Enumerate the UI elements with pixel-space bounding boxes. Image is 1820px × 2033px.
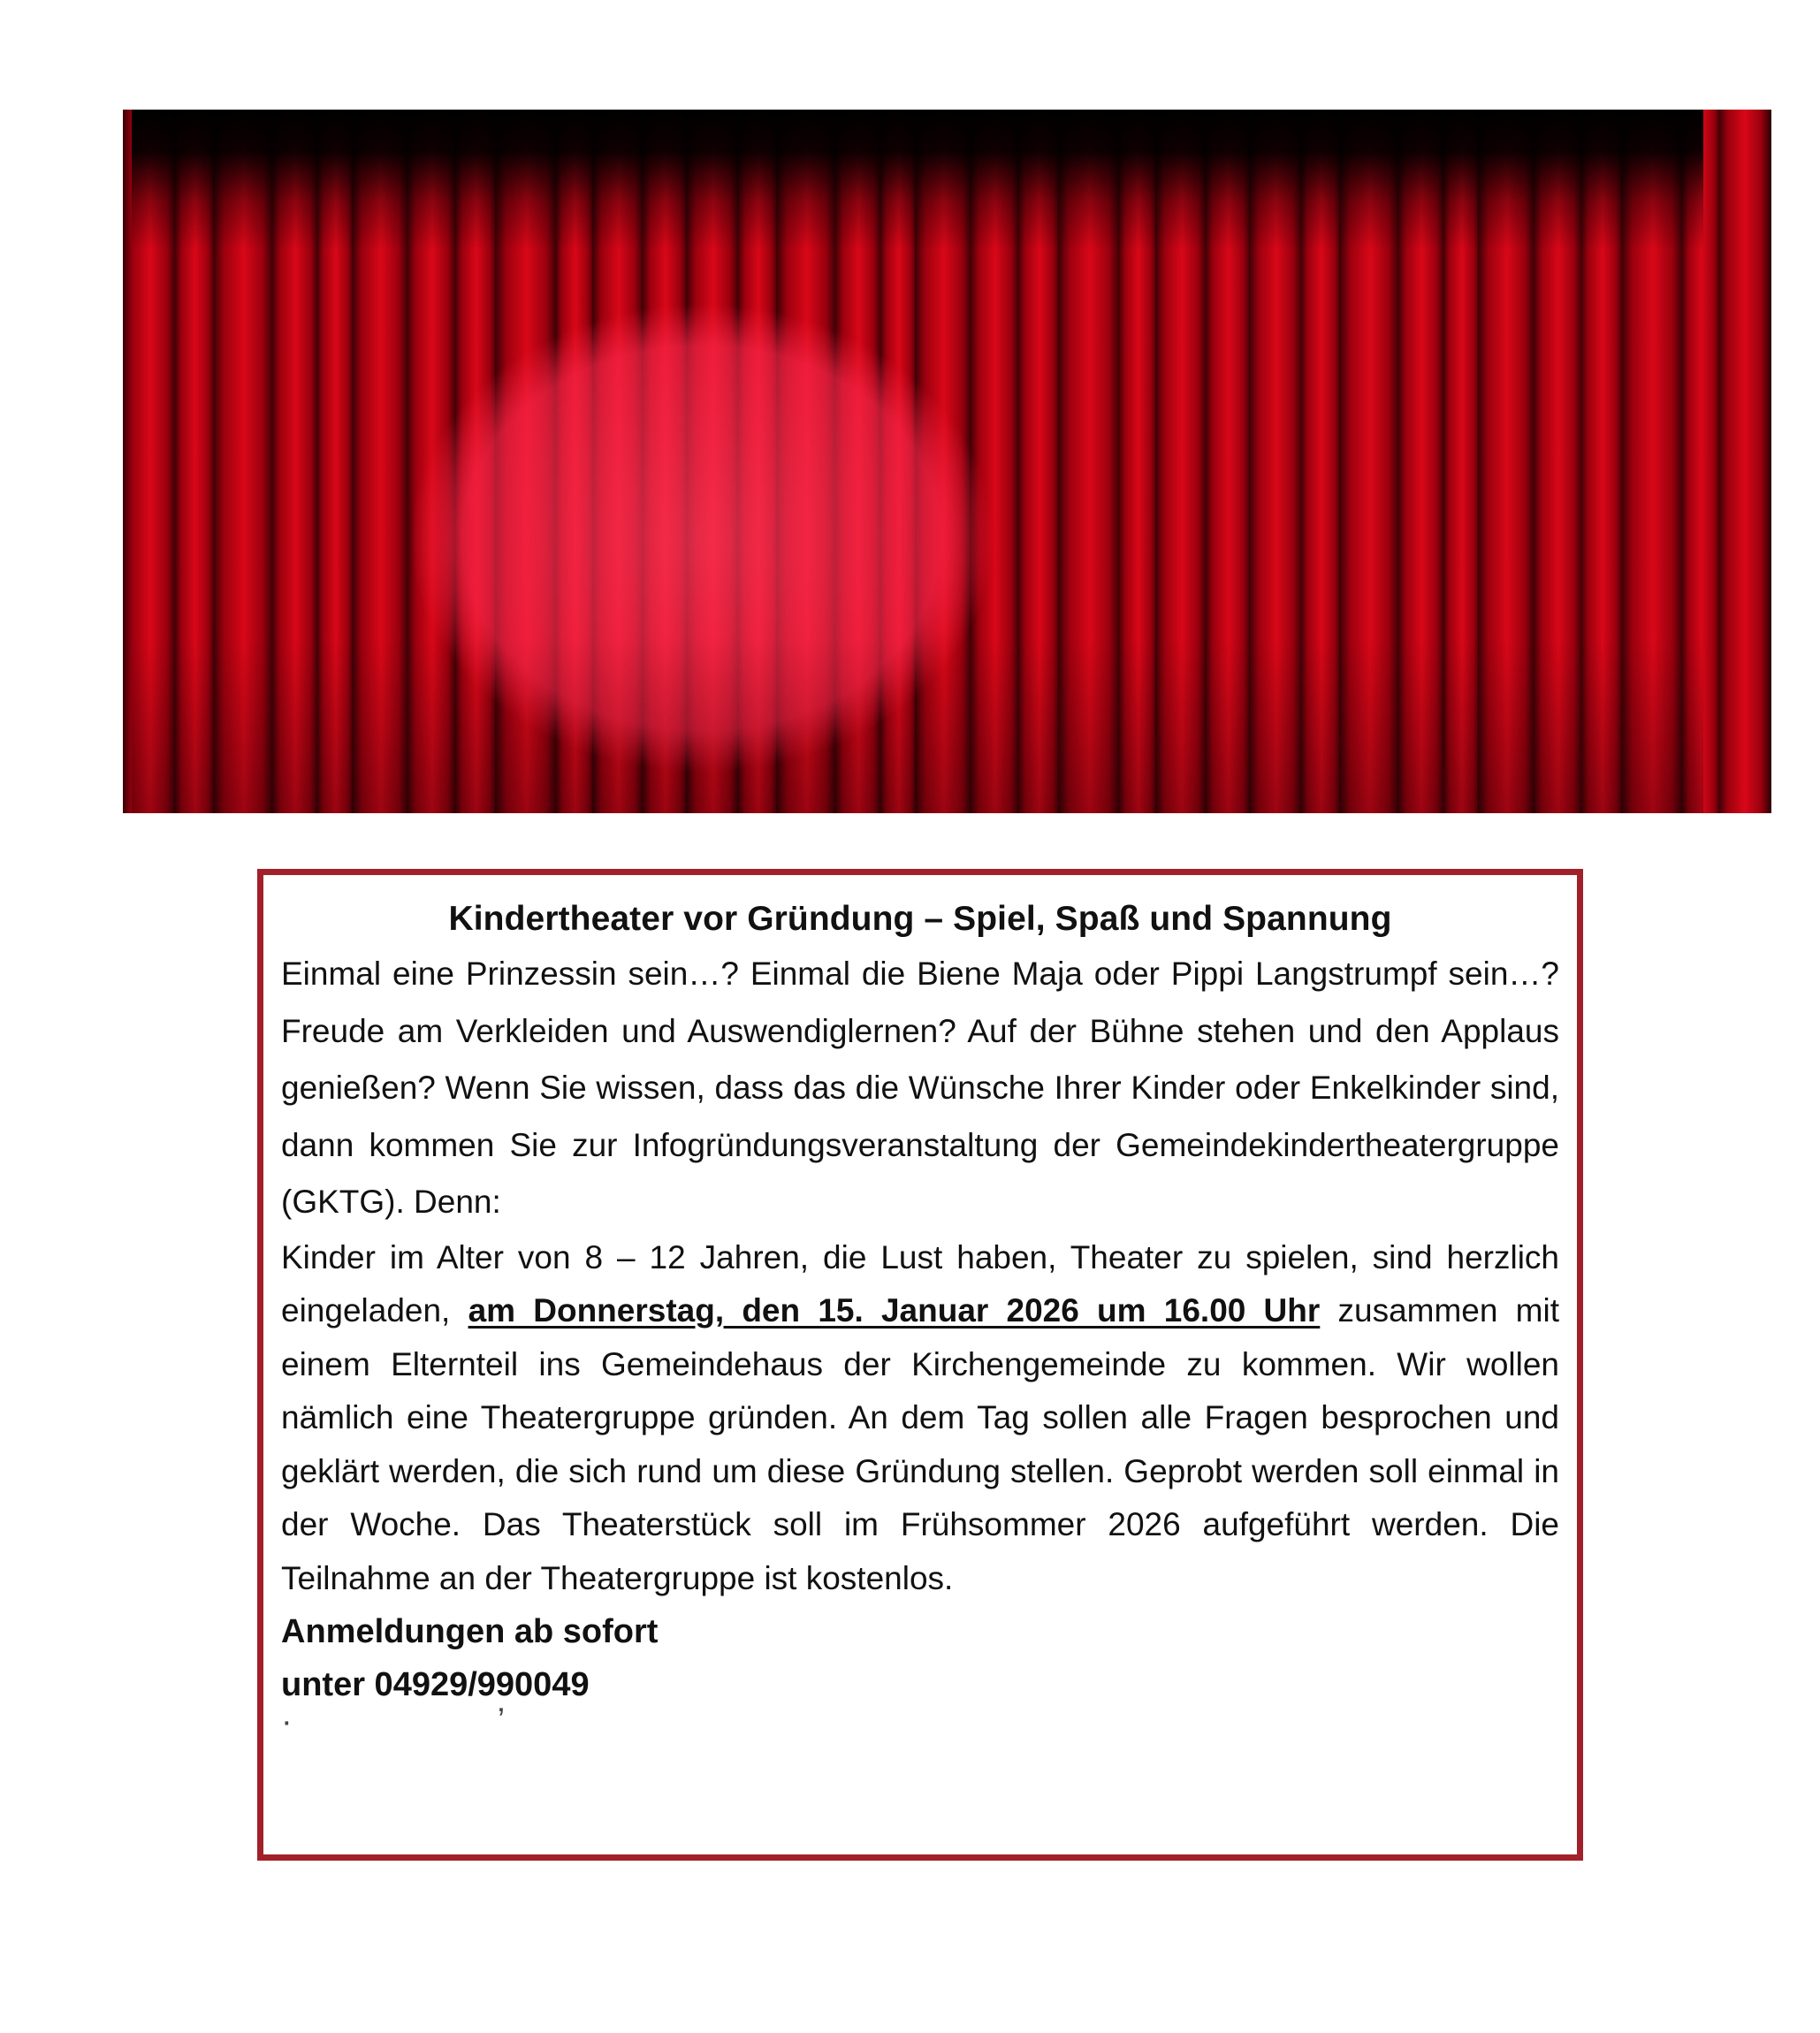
announcement-box — [257, 869, 1583, 1861]
invitation-paragraph — [281, 1231, 1559, 1606]
headline: Kindertheater vor Gründung – Spiel, Spaß und Spannung — [448, 900, 1392, 938]
curtain-fold — [1718, 110, 1771, 813]
cut-off-text-fragment: · ʼ — [281, 1703, 506, 1740]
intro-paragraph: Einmal eine Prinzessin sein…? Einmal die Biene Maja oder Pippi Langstrumpf sein…? Freude am Verkleiden und Auswendiglernen? Auf der Bühne stehen und den Applaus genießen? Wenn Sie wissen, dass das die Wünsche Ihrer Kinder oder Enkelkinder sind, dann kommen Sie zur Infogründungsveranstaltung der Gemeindekindertheatergruppe (GKTG). Denn: — [281, 956, 1559, 1220]
signup-phone: unter 04929/990049 — [281, 1666, 590, 1703]
invitation-text-start: Kinder im Alter von 8 – 12 Jahren, die Lust haben, Theater zu spielen, sind herzlich eingeladen, — [281, 1238, 1559, 1329]
curtain-spotlight-image — [132, 110, 1703, 813]
invitation-text-end: zusammen mit einem Elternteil ins Gemeindehaus der Kirchengemeinde zu kommen. Wir wollen nämlich eine Theatergruppe gründen. An dem Tag sollen alle Fragen besprochen und geklärt werden, die sich rund um diese Gründung stellen. Geprobt werden soll einmal in der Woche. Das Theaterstück soll im Frühsommer 2026 aufgeführt werden. Die Teilnahme an der Theatergruppe ist kostenlos. — [281, 1292, 1560, 1596]
signup-line: Anmeldungen ab sofort — [281, 1613, 659, 1650]
curtain-illustration — [132, 110, 1703, 813]
event-date: am Donnerstag, den 15. Januar 2026 um 16.00 Uhr — [468, 1292, 1321, 1329]
